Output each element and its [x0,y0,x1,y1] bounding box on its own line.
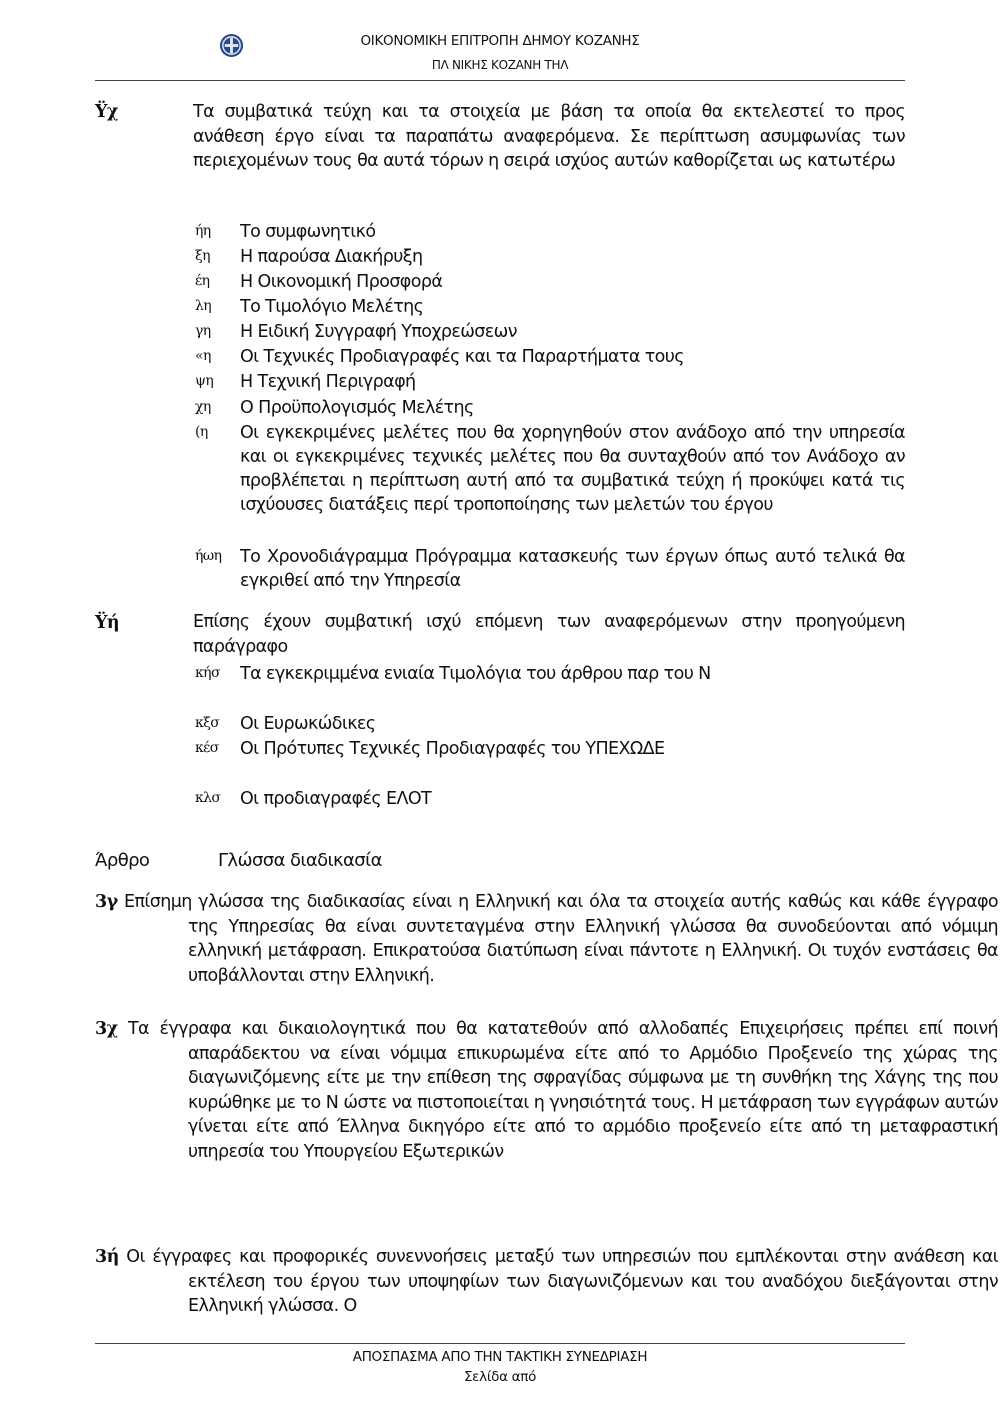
list-item: Η παρούσα Διακήρυξη [240,247,423,267]
paragraph-text: Οι έγγραφες και προφορικές συνεννοήσεις μεταξύ των υπηρεσιών που εμπλέκονται στην ανάθεση και εκτέλεση του έργου των υποψηφίων των διαγωνιζόμενων και του αναδόχου διεξάγονται στην Ελληνική γλώσσα. Ο [126,1247,998,1316]
list-item: Τα εγκεκριμμένα ενιαία Τιμολόγια του άρθρου παρ του Ν [240,664,711,684]
list-item-number: λη [195,298,212,314]
paragraph-text: Επίσημη γλώσσα της διαδικασίας είναι η Ελληνική και όλα τα στοιχεία αυτής καθώς και κάθε έγγραφο της Υπηρεσίας θα είναι συντεταγμένα στην Ελληνική γλώσσα θα συνοδεύονται από νόμιμη ελληνική μετάφραση. Επικρατούσα διατύπωση είναι πάντοτε η Ελληνική. Οι τυχόν ενστάσεις θα υποβάλλονται στην Ελληνική. [124,892,998,986]
list-item: Οι εγκεκριμένες μελέτες που θα χορηγηθούν στον ανάδοχο από την υπηρεσία και οι εγκεκριμένες τεχνικές μελέτες που θα συνταχθούν από τον Ανάδοχο αν προβλέπεται η περίπτωση αυτή από τα συμβατικά τεύχη ή προκύψει κατά τις ισχύουσες διατάξεις περί τροποποίησης των μελετών του έργου [240,423,905,515]
list-item: Το Τιμολόγιο Μελέτης [240,297,424,317]
list-item-number: κξσ [195,715,220,731]
paragraph-text: Τα έγγραφα και δικαιολογητικά που θα κατατεθούν από αλλοδαπές Επιχειρήσεις πρέπει επί ποινή απαράδεκτου να είναι νόμιμα επικυρωμένα είτε από το Αρμόδιο Προξενείο της χώρας της διαγωνιζόμενης είτε με την επίθεση της σφραγίδας σύμφωνα με τη συνθήκη της Χάγης της που κυρώθηκε με το Ν ώστε να πιστοποιείται η γνησιότητά τους. Η μετάφραση των εγγράφων αυτών γίνεται είτε από Έλληνα δικηγόρο είτε από το αρμόδιο προξενείο είτε από τη μεταφραστική υπηρεσία του Υπουργείου Εξωτερικών [127,1019,998,1162]
section-number: Ϋχ [95,102,118,122]
list-item: Το Χρονοδιάγραμμα Πρόγραμμα κατασκευής των έργων όπως αυτό τελικά θα εγκριθεί από την Υπηρεσία [240,547,905,591]
list-item: Η Τεχνική Περιγραφή [240,372,416,392]
section-intro: Επίσης έχουν συμβατική ισχύ επόμενη των αναφερόμενων στην προηγούμενη παράγραφο [193,612,905,657]
footer-title: ΑΠΟΣΠΑΣΜΑ ΑΠΟ ΤΗΝ ΤΑΚΤΙΚΗ ΣΥΝΕΔΡΙΑΣΗ [352,1349,648,1365]
list-item-number: ήη [195,223,211,239]
list-item-number: έη [195,273,210,289]
list-item-number: χη [195,399,211,415]
list-item: Οι προδιαγραφές ΕΛΟΤ [240,789,432,809]
list-item-number: γη [195,323,211,339]
list-item-number: κέσ [195,740,219,756]
list-item-number: κλσ [195,790,221,806]
list-item: Η Οικονομική Προσφορά [240,272,443,292]
list-item: Οι Τεχνικές Προδιαγραφές και τα Παραρτήματα τους [240,347,684,367]
article-title: Γλώσσα διαδικασία [218,850,382,871]
page-number: Σελίδα από [463,1369,537,1385]
header-title: ΟΙΚΟΝΟΜΙΚΗ ΕΠΙΤΡΟΠΗ ΔΗΜΟΥ ΚΟΖΑΝΗΣ [360,33,640,49]
paragraph [95,890,998,988]
header-divider [95,80,905,81]
paragraph-number: 3χ [95,1019,118,1039]
list-item-number: ψη [195,373,214,389]
paragraph-number: 3γ [95,892,118,912]
header-address: ΠΛ ΝΙΚΗΣ ΚΟΖΑΝΗ ΤΗΛ [431,58,569,72]
list-item: Οι Ευρωκώδικες [240,714,376,734]
article-label: Άρθρο [95,850,150,871]
list-item-number: ξη [195,248,210,264]
list-item: Η Ειδική Συγγραφή Υποχρεώσεων [240,322,517,342]
list-item-number: κήσ [195,665,220,681]
paragraph-number: 3ή [95,1247,119,1267]
list-item-number: «η [195,348,211,364]
list-item: Οι Πρότυπες Τεχνικές Προδιαγραφές του ΥΠΕΧΩΔΕ [240,739,665,759]
list-item: Ο Προϋπολογισμός Μελέτης [240,398,474,418]
section-intro: Τα συμβατικά τεύχη και τα στοιχεία με βάση τα οποία θα εκτελεστεί το προς ανάθεση έργο είναι τα παραπάτω αναφερόμενα. Σε περίπτωση ασυμφωνίας των περιεχομένων τους θα αυτά τόρων η σειρά ισχύος αυτών καθορίζεται ως κατωτέρω [193,102,905,171]
paragraph [95,1017,998,1164]
paragraph [95,1245,998,1319]
list-item-number: (η [195,424,208,440]
section-number: Ϋή [95,613,120,633]
list-item-number: ήωη [195,548,222,564]
list-item: Το συμφωνητικό [240,222,376,242]
footer-divider [95,1343,905,1344]
